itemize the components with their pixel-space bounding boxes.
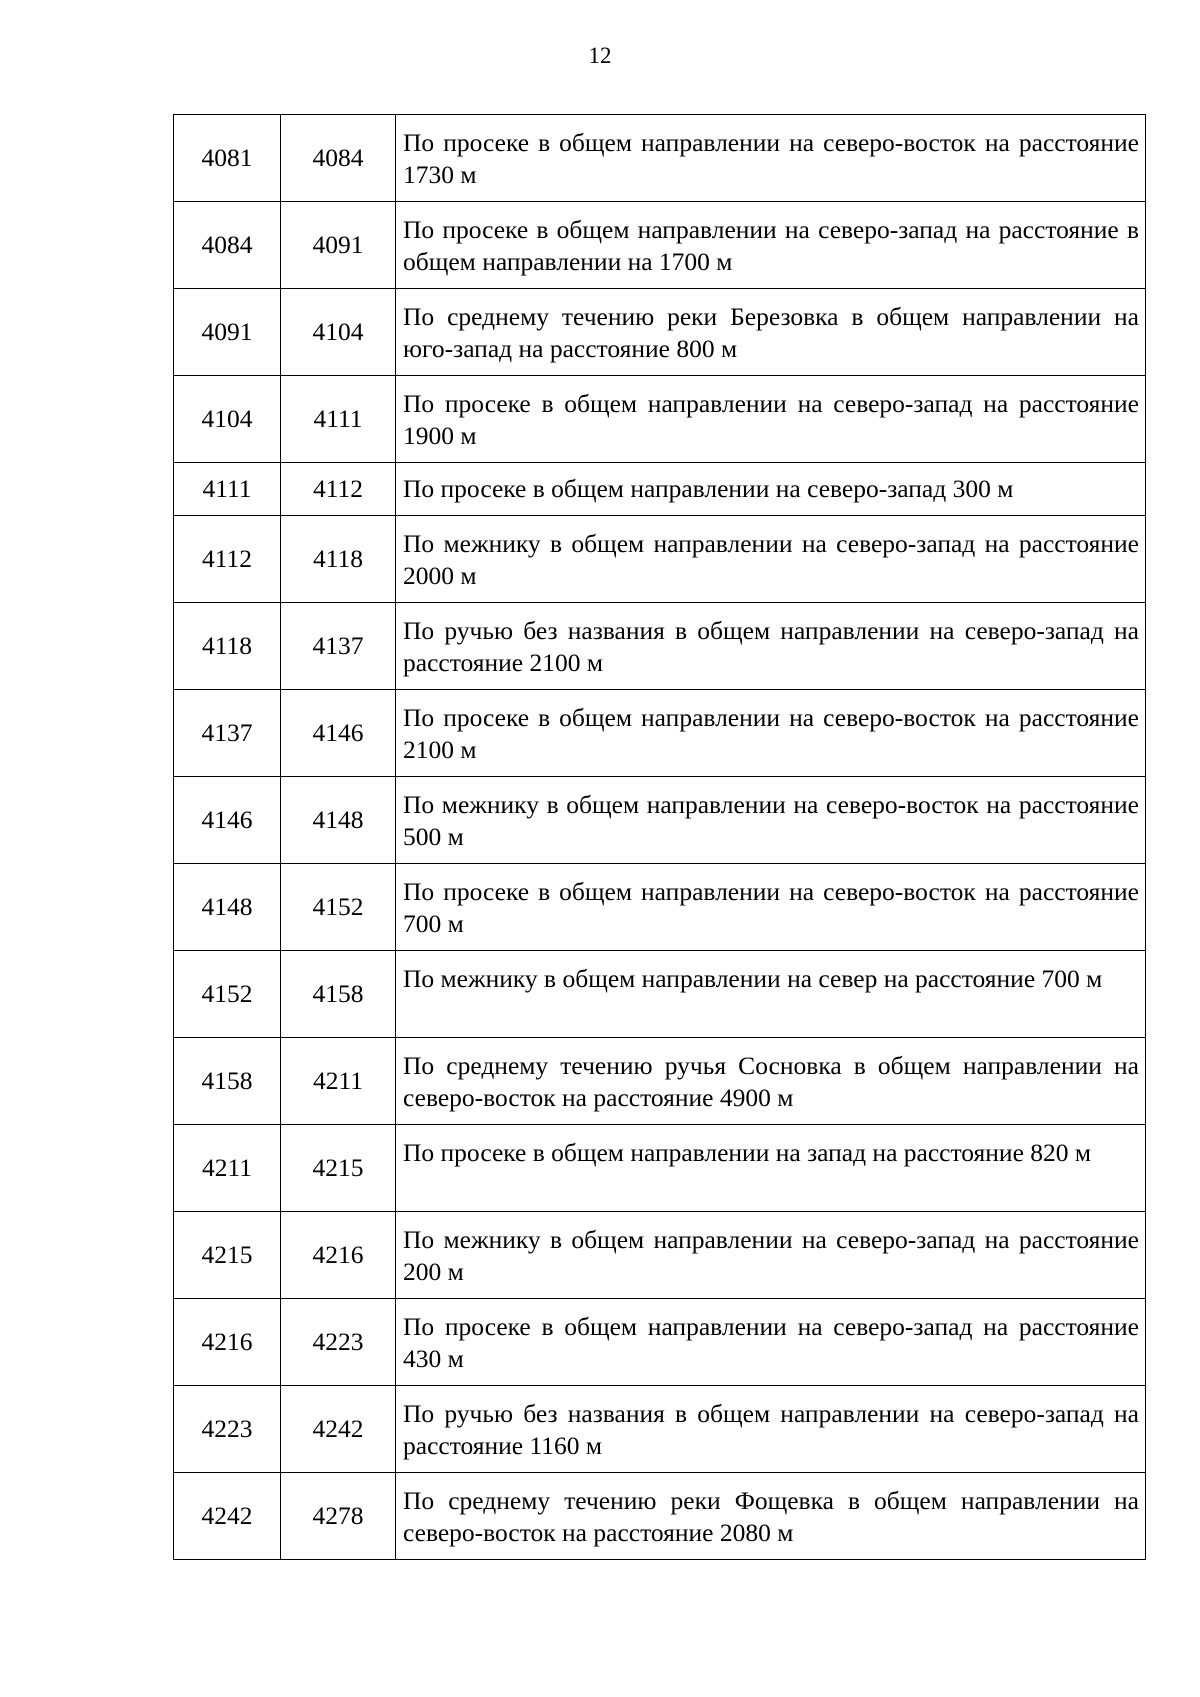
to-point: 4211 (281, 1038, 396, 1125)
to-point: 4084 (281, 115, 396, 202)
segment-description: По межнику в общем направлении на северо-восток на расстояние 500 м (396, 777, 1146, 864)
table-row (174, 1473, 1146, 1560)
from-point: 4118 (174, 603, 281, 690)
segment-description: По просеке в общем направлении на северо-запад 300 м (396, 463, 1146, 516)
segment-description: По просеке в общем направлении на северо-восток на расстояние 1730 м (396, 115, 1146, 202)
table-row (174, 115, 1146, 202)
table-row (174, 951, 1146, 1038)
from-point: 4242 (174, 1473, 281, 1560)
segment-description: По среднему течению реки Фощевка в общем направлении на северо-восток на расстояние 2080 м (396, 1473, 1146, 1560)
from-point: 4148 (174, 864, 281, 951)
table-row (174, 376, 1146, 463)
to-point: 4091 (281, 202, 396, 289)
from-point: 4137 (174, 690, 281, 777)
table-row (174, 1038, 1146, 1125)
table-row (174, 864, 1146, 951)
segment-description: По среднему течению ручья Сосновка в общем направлении на северо-восток на расстояние 4900 м (396, 1038, 1146, 1125)
table-row (174, 463, 1146, 516)
segment-description: По просеке в общем направлении на северо-запад на расстояние 430 м (396, 1299, 1146, 1386)
from-point: 4211 (174, 1125, 281, 1212)
segment-description: По среднему течению реки Березовка в общем направлении на юго-запад на расстояние 800 м (396, 289, 1146, 376)
segment-description: По просеке в общем направлении на северо-запад на расстояние 1900 м (396, 376, 1146, 463)
from-point: 4112 (174, 516, 281, 603)
from-point: 4215 (174, 1212, 281, 1299)
segment-description: По просеке в общем направлении на северо-восток на расстояние 700 м (396, 864, 1146, 951)
to-point: 4104 (281, 289, 396, 376)
segment-description: По межнику в общем направлении на север на расстояние 700 м (396, 951, 1146, 1038)
segment-description: По просеке в общем направлении на северо-запад на расстояние в общем направлении на 1700 м (396, 202, 1146, 289)
table-row (174, 1125, 1146, 1212)
table-row (174, 289, 1146, 376)
segment-description: По ручью без названия в общем направлении на северо-запад на расстояние 1160 м (396, 1386, 1146, 1473)
to-point: 4111 (281, 376, 396, 463)
to-point: 4137 (281, 603, 396, 690)
to-point: 4148 (281, 777, 396, 864)
table-row (174, 202, 1146, 289)
to-point: 4158 (281, 951, 396, 1038)
segment-description: По просеке в общем направлении на северо-восток на расстояние 2100 м (396, 690, 1146, 777)
table-row (174, 1299, 1146, 1386)
table-row (174, 1386, 1146, 1473)
from-point: 4158 (174, 1038, 281, 1125)
from-point: 4216 (174, 1299, 281, 1386)
from-point: 4084 (174, 202, 281, 289)
from-point: 4111 (174, 463, 281, 516)
to-point: 4152 (281, 864, 396, 951)
segment-description: По ручью без названия в общем направлении на северо-запад на расстояние 2100 м (396, 603, 1146, 690)
segment-description: По межнику в общем направлении на северо-запад на расстояние 200 м (396, 1212, 1146, 1299)
from-point: 4223 (174, 1386, 281, 1473)
to-point: 4242 (281, 1386, 396, 1473)
from-point: 4091 (174, 289, 281, 376)
table-row (174, 603, 1146, 690)
to-point: 4215 (281, 1125, 396, 1212)
from-point: 4081 (174, 115, 281, 202)
to-point: 4278 (281, 1473, 396, 1560)
from-point: 4104 (174, 376, 281, 463)
segment-description: По межнику в общем направлении на северо-запад на расстояние 2000 м (396, 516, 1146, 603)
to-point: 4223 (281, 1299, 396, 1386)
from-point: 4146 (174, 777, 281, 864)
page-number: 12 (588, 43, 612, 68)
to-point: 4146 (281, 690, 396, 777)
from-point: 4152 (174, 951, 281, 1038)
table-row (174, 516, 1146, 603)
to-point: 4112 (281, 463, 396, 516)
table-row (174, 690, 1146, 777)
segment-description: По просеке в общем направлении на запад на расстояние 820 м (396, 1125, 1146, 1212)
table-row (174, 777, 1146, 864)
boundary-table (173, 114, 1146, 1560)
table-row (174, 1212, 1146, 1299)
to-point: 4216 (281, 1212, 396, 1299)
to-point: 4118 (281, 516, 396, 603)
